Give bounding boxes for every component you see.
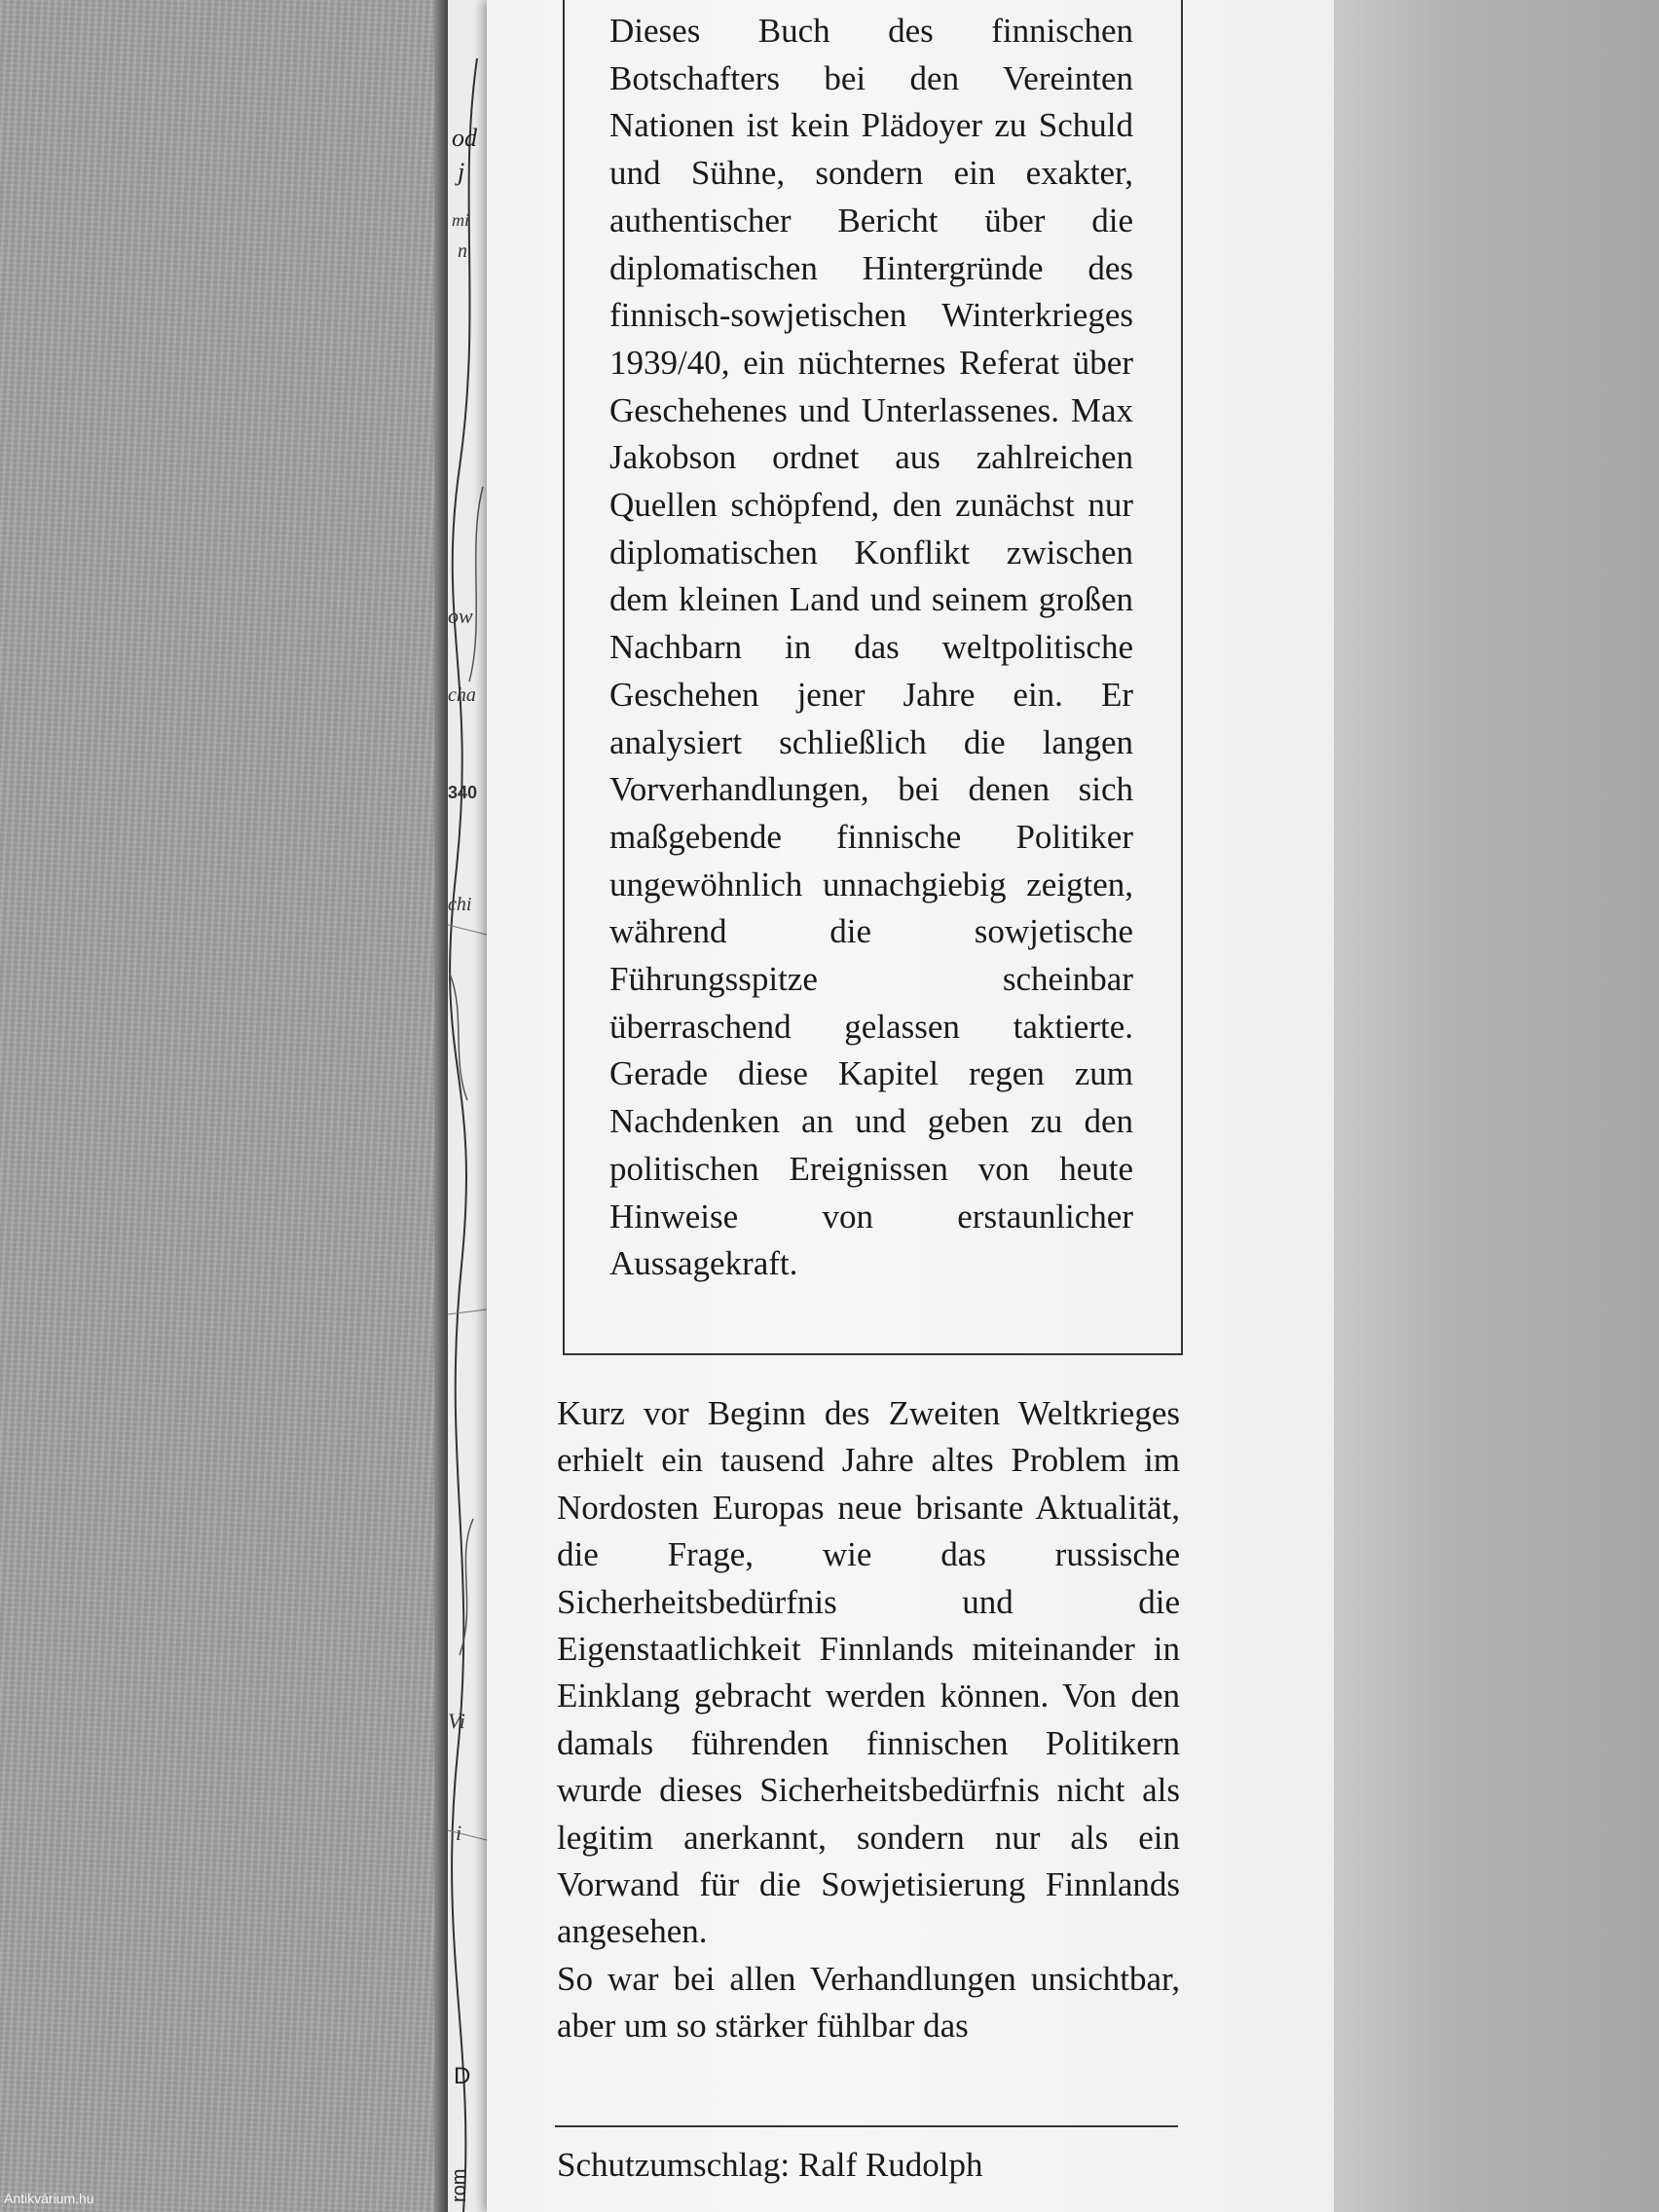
map-illustration xyxy=(448,0,487,2212)
map-label: Vi xyxy=(448,1709,465,1733)
page-shadow xyxy=(1334,0,1659,2212)
jacket-credit: Schutzumschlag: Ralf Rudolph xyxy=(557,2146,983,2184)
body-paragraph: So war bei allen Verhandlungen unsichtbar, aber um so stärker fühlbar das xyxy=(557,1959,1180,2046)
map-label: i xyxy=(456,1821,462,1845)
map-label: 340 xyxy=(448,783,478,802)
map-label: chi xyxy=(448,894,472,915)
blurb-text: Dieses Buch des finnischen Botschafters bei den Vereinten Nationen ist kein Plädoyer zu Schuld und Sühne, sondern ein exakter, authentischer Bericht über die diplomatischen Hintergründe des finnisch-sowjetischen Winterkrieges 1939/40, ein nüchternes Referat über Geschehenes und Unterlassenes. Max Jakobson ordnet aus zahlreichen Quellen schöpfend, den zunächst nur diplomatischen Konflikt zwischen dem kleinen Land und seinem großen Nachbarn in das weltpolitische Geschehen jener Jahre ein. Er analysiert schließlich die langen Vorverhandlungen, bei denen sich maßgebende finnische Politiker ungewöhnlich unnachgiebig zeigten, während die sowjetische Führungsspitze scheinbar überraschend gelassen taktierte. Gerade diese Kapitel regen zum Nachdenken an und geben zu den politischen Ereignissen von heute Hinweise von erstaunlicher Aussagekraft. xyxy=(609,12,1133,1283)
body-paragraph: Kurz vor Beginn des Zweiten Weltkrieges erhielt ein tausend Jahre altes Problem im Nordosten Europas neue brisante Aktualität, die Frage, wie das russische Sicherheitsbedürfnis und die Eigenstaatlichkeit Finnlands miteinander in Einklang gebracht werden können. Von den damals führenden finnischen Politikern wurde dieses Sicherheitsbedürfnis nicht als legitim anerkannt, sondern nur als ein Vorwand für die Sowjetisierung Finnlands angesehen. xyxy=(557,1394,1180,1951)
map-label: rom xyxy=(449,2168,470,2202)
book-cover-cloth xyxy=(0,0,446,2212)
watermark: Antikvárium.hu xyxy=(4,2191,94,2206)
map-label: n xyxy=(458,240,467,262)
jacket-map-strip xyxy=(448,0,489,2212)
map-label: ow xyxy=(448,604,473,628)
map-label: j xyxy=(458,158,465,186)
map-label: D xyxy=(454,2063,471,2089)
flap-body xyxy=(557,1390,1180,2050)
map-label: od xyxy=(452,124,477,152)
map-label: mi xyxy=(452,210,469,230)
map-label: cha xyxy=(448,684,476,706)
divider-rule xyxy=(555,2125,1178,2127)
